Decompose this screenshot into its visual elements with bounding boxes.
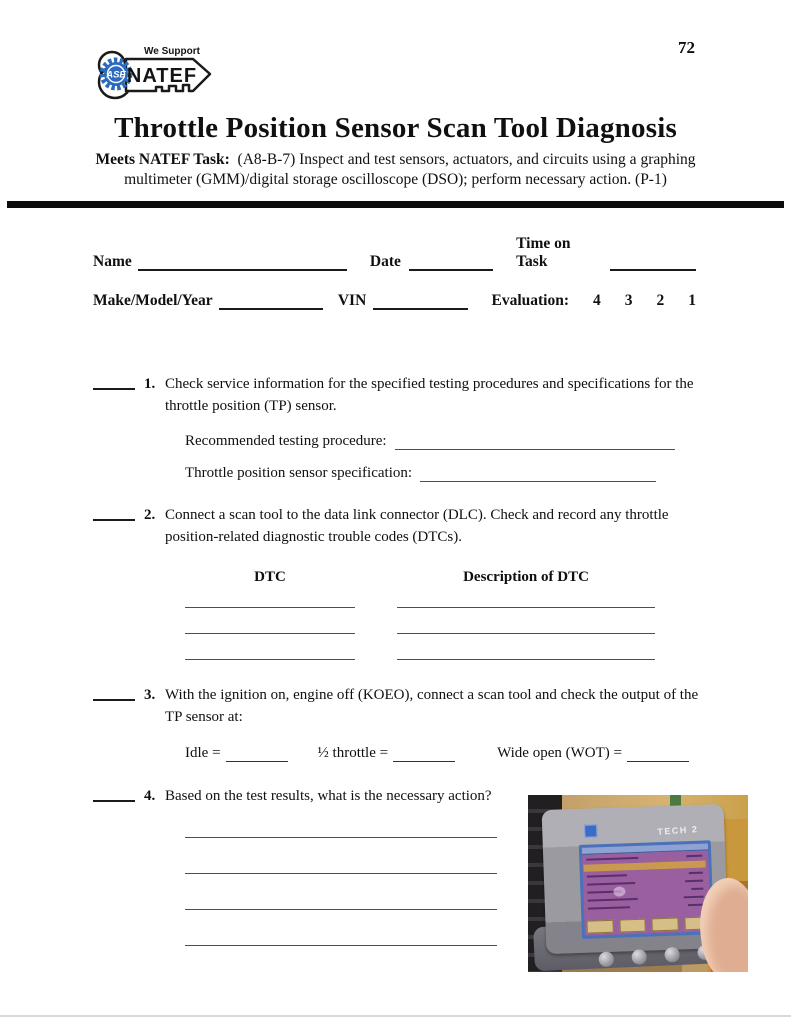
time-on-task-field [610, 254, 696, 271]
spacer [355, 608, 397, 634]
natef-logo [88, 44, 220, 104]
device-button [631, 949, 647, 965]
screen-title-bar [582, 843, 708, 854]
softkey-button [651, 918, 678, 932]
tech2-device-label: TECH 2 [657, 824, 699, 837]
ase-text: ASE [106, 69, 126, 81]
scan-edge-line [0, 1015, 791, 1017]
wot-label: Wide open (WOT) = [497, 745, 622, 762]
idle-label: Idle = [185, 745, 221, 762]
natef-text: NATEF [126, 65, 198, 87]
spacer [355, 634, 397, 660]
testing-procedure-label: Recommended testing procedure: [185, 433, 387, 450]
screen-data-value [691, 888, 703, 890]
wot-field [627, 746, 689, 762]
dtc-field [185, 586, 355, 608]
scan-tool-photo [528, 795, 748, 972]
screen-softkeys [586, 916, 710, 933]
item-text: Based on the test results, what is the necessary action? [165, 788, 492, 805]
natef-task-paragraph [66, 150, 726, 191]
testing-procedure-row [185, 433, 791, 450]
divider-rule [7, 201, 784, 208]
make-model-year-label: Make/Model/Year [93, 291, 213, 309]
softkey-button [619, 919, 646, 933]
screen-data-value [686, 855, 702, 858]
evaluation-score-4: 4 [593, 291, 601, 309]
answer-line-2 [185, 838, 497, 874]
device-button [598, 951, 614, 967]
completion-blank [93, 374, 135, 390]
dtc-description-column-header: Description of DTC [463, 568, 589, 585]
page-number: 72 [678, 38, 695, 57]
dtc-description-field [397, 586, 655, 608]
screen-glare [613, 886, 625, 896]
name-field [138, 254, 347, 271]
name-label: Name [93, 252, 132, 270]
completion-blank [93, 786, 135, 802]
evaluation-score-1: 1 [688, 291, 696, 309]
natef-task-text: (A8-B-7) Inspect and test sensors, actuators, and circuits using a graphing multimeter (GMM)/digital storage oscilloscope (DSO); perform necessary action. (P-1) [124, 151, 696, 189]
half-throttle-field [393, 746, 455, 762]
answer-line-3 [185, 874, 497, 910]
dtc-table-header [185, 569, 791, 586]
device-brand-icon [584, 824, 597, 837]
item-text: Check service information for the specified testing procedures and specifications for the throttle position (TP) sensor. [165, 375, 694, 414]
date-label: Date [369, 252, 401, 270]
dtc-description-field [397, 634, 655, 660]
tp-output-row [185, 745, 791, 762]
page-title: Throttle Position Sensor Scan Tool Diagnosis [114, 112, 677, 144]
dtc-row-2 [185, 608, 791, 634]
screen-data-row [586, 857, 638, 861]
screen-data-row [587, 874, 627, 877]
screen-data-value [685, 880, 703, 883]
screen-data-value [684, 896, 704, 899]
item-number: 1. [144, 375, 156, 392]
item-number: 4. [144, 788, 156, 805]
natef-task-label: Meets NATEF Task: [95, 151, 230, 168]
item-text: With the ignition on, engine off (KOEO), connect a scan tool and check the output of the TP sensor at: [165, 686, 699, 725]
sensor-specification-field [420, 466, 656, 482]
info-row-2 [93, 292, 696, 310]
item-number: 2. [144, 507, 156, 524]
screen-data-value [689, 872, 703, 874]
spacer [355, 569, 397, 586]
screen-highlighted-row [583, 861, 705, 872]
date-field [409, 254, 494, 271]
completion-blank [93, 685, 135, 701]
screen-data-row [588, 906, 630, 909]
dtc-field [185, 634, 355, 660]
idle-field [226, 746, 288, 762]
spacer [355, 586, 397, 608]
answer-line-1 [185, 808, 497, 838]
screen-data-row [587, 882, 635, 886]
task-item-2 [93, 505, 791, 549]
dtc-row-1 [185, 586, 791, 608]
item-text: Connect a scan tool to the data link connector (DLC). Check and record any throttle position-related diagnostic trouble codes (DTCs). [165, 507, 669, 546]
evaluation-label: Evaluation: [491, 291, 569, 309]
dtc-description-field [397, 608, 655, 634]
softkey-button [586, 920, 613, 934]
vin-label: VIN [337, 291, 367, 309]
vin-field [373, 293, 468, 310]
item-number: 3. [144, 686, 156, 703]
natef-key-icon [88, 44, 220, 104]
screen-data-row [588, 898, 638, 902]
sensor-specification-row [185, 465, 791, 482]
task-item-3 [93, 685, 791, 729]
make-model-year-field [219, 293, 322, 310]
dtc-row-3 [185, 634, 791, 660]
tech2-screen [579, 840, 714, 939]
sensor-specification-label: Throttle position sensor specification: [185, 465, 413, 482]
half-throttle-label: ½ throttle = [317, 745, 389, 762]
dtc-column-header: DTC [254, 568, 286, 585]
we-support-text: We Support [144, 46, 200, 57]
evaluation-score-3: 3 [624, 291, 633, 309]
answer-line-4 [185, 910, 497, 946]
testing-procedure-field [395, 434, 675, 450]
completion-blank [93, 505, 135, 521]
info-row-1 [93, 235, 696, 271]
task-item-1 [93, 374, 791, 418]
time-on-task-label: Time on Task [516, 234, 571, 270]
dtc-field [185, 608, 355, 634]
evaluation-score-2: 2 [656, 291, 665, 309]
device-button [664, 947, 680, 963]
